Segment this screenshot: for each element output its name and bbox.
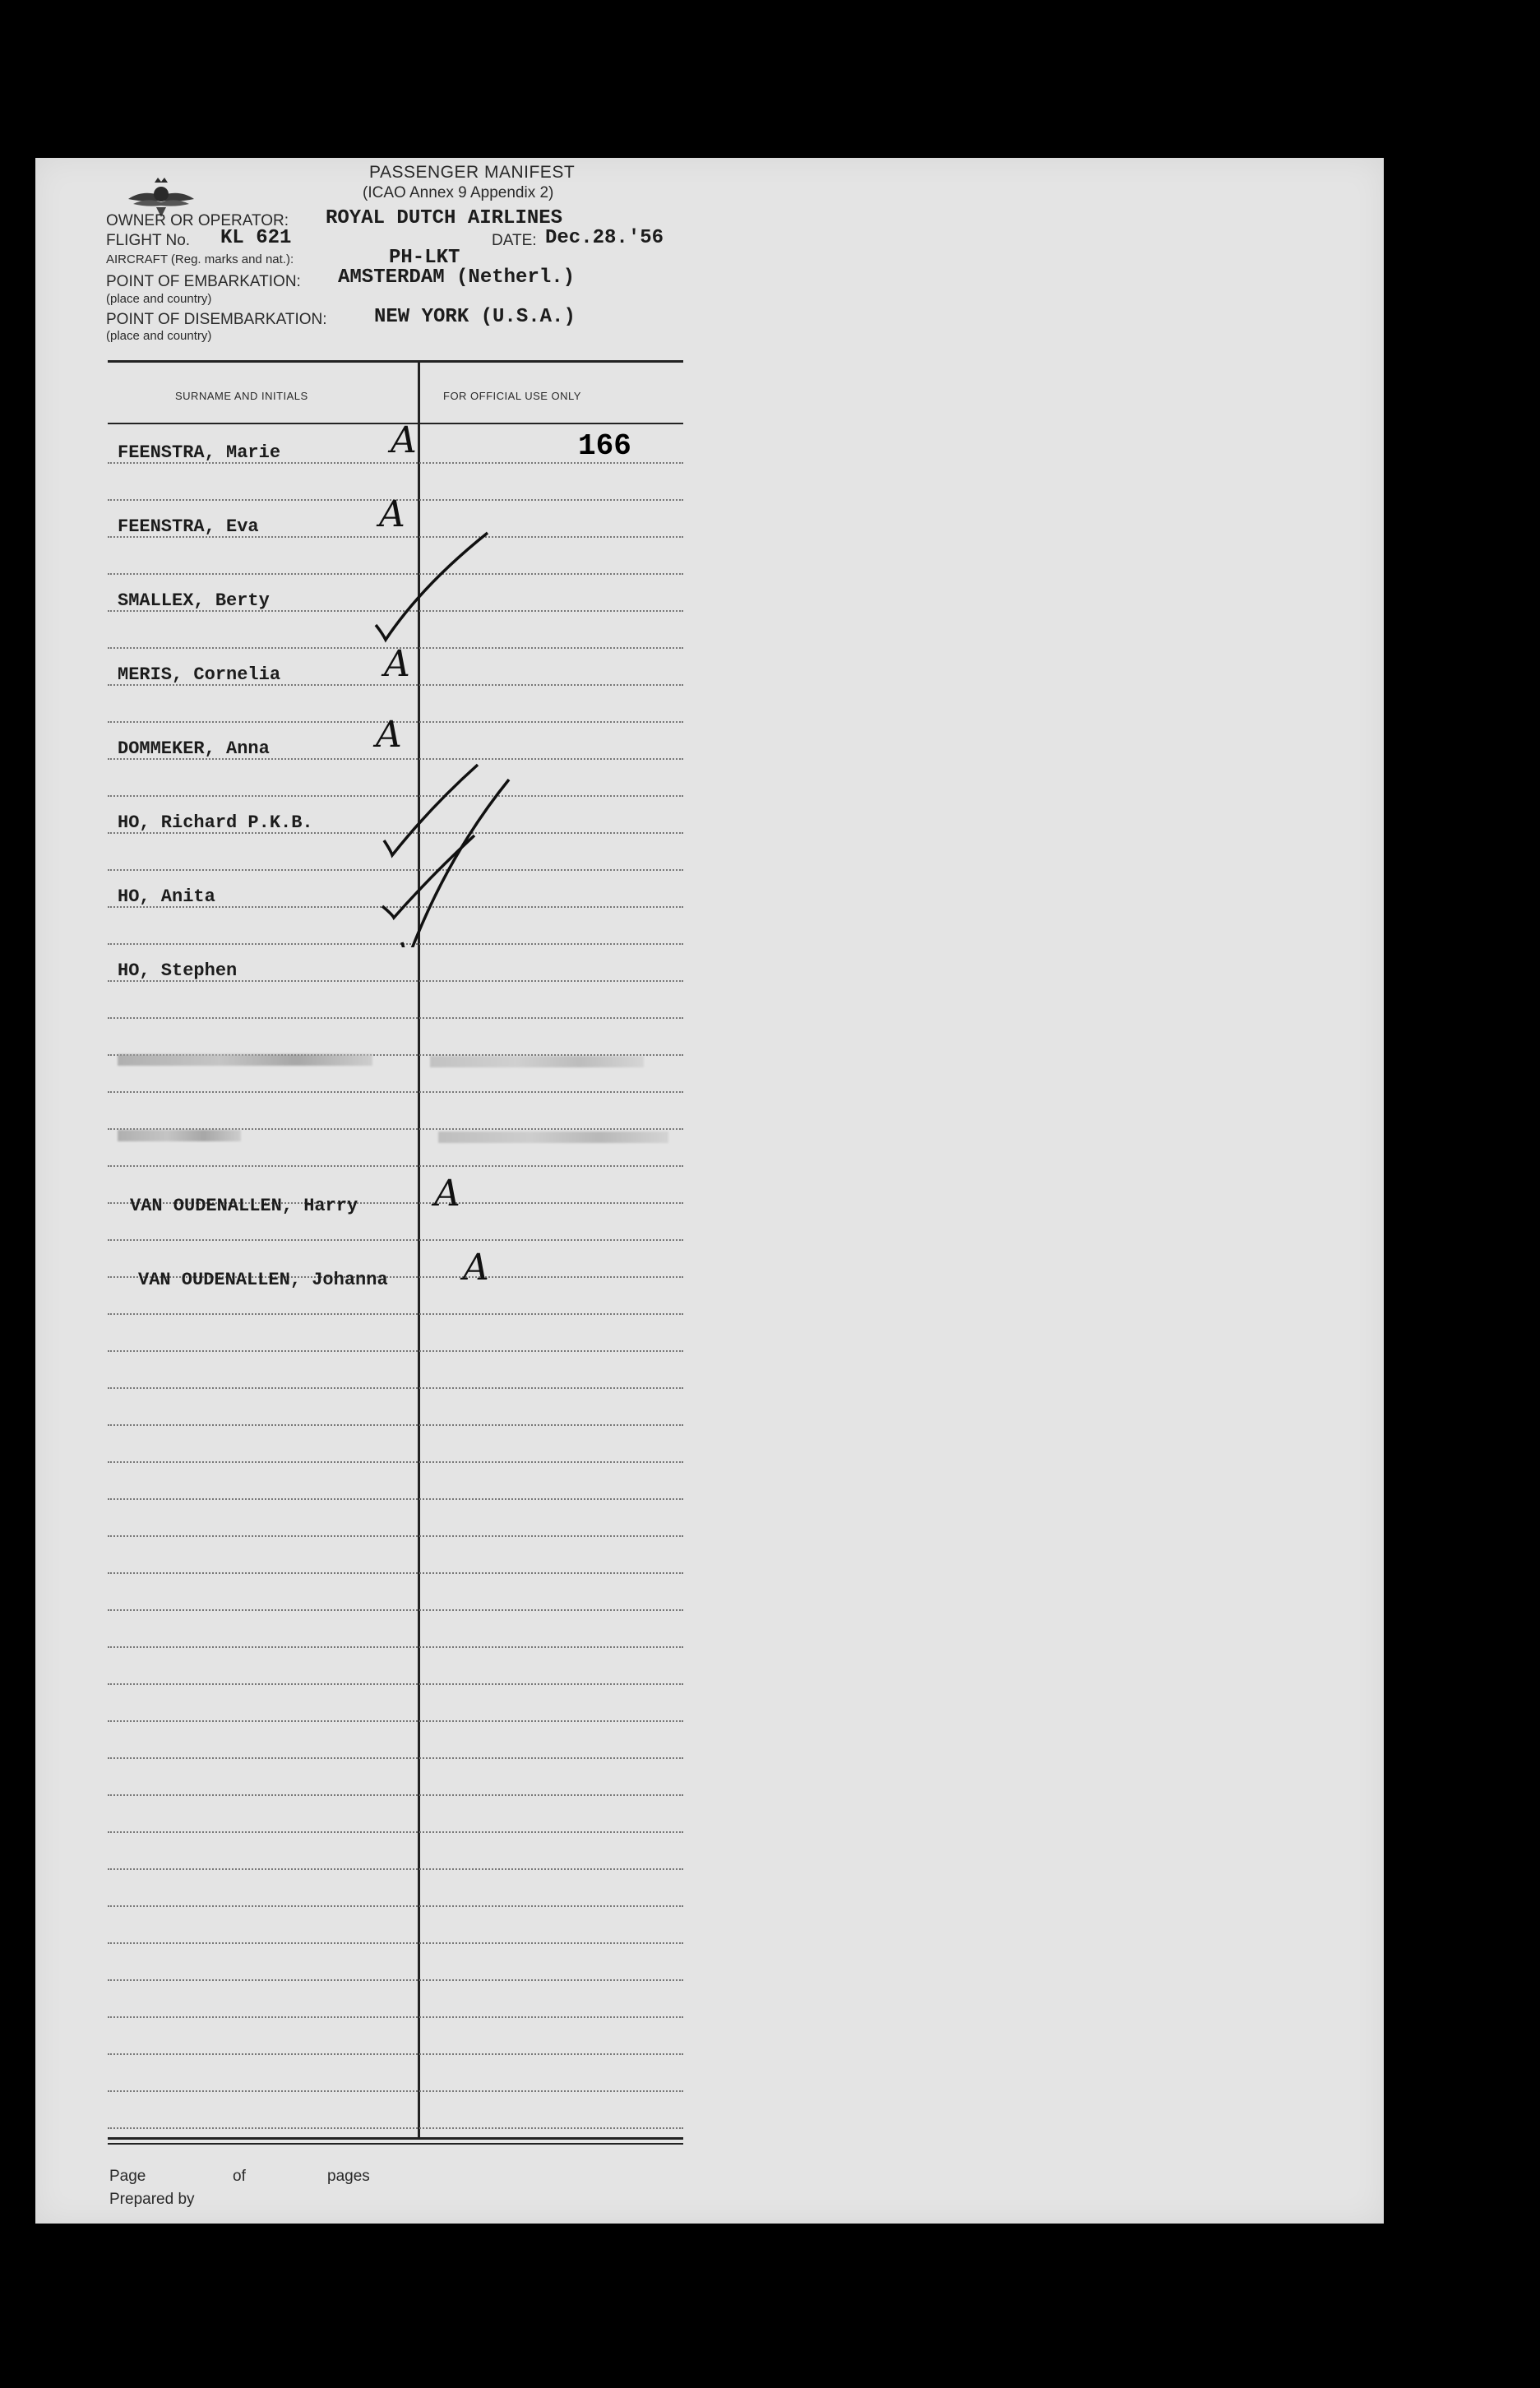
row-dotted-line [108,1017,683,1019]
row-dotted-line [108,1091,683,1093]
row-dotted-line [108,2090,683,2092]
status-mark: A [434,1173,460,1215]
row-dotted-line [108,1313,683,1315]
row-dotted-line [108,2053,683,2055]
flight-value: KL 621 [220,227,292,249]
disembarkation-sub: (place and country) [106,329,212,343]
disembarkation-value: NEW YORK (U.S.A.) [374,306,576,328]
row-dotted-line [108,1720,683,1722]
redacted-official [438,1132,668,1143]
passenger-name: HO, Stephen [118,960,238,981]
table-bottom-rule [108,2137,683,2140]
row-dotted-line [108,2127,683,2129]
row-dotted-line [108,1942,683,1944]
row-dotted-line [108,2016,683,2018]
embarkation-sub: (place and country) [106,292,212,306]
date-label: DATE: [492,232,537,249]
row-dotted-line [108,1165,683,1167]
row-dotted-line [108,1868,683,1870]
status-mark: A [463,1247,489,1289]
passenger-name: HO, Anita [118,886,215,907]
row-dotted-line [108,1646,683,1648]
date-value: Dec.28.'56 [545,227,664,249]
passenger-name: FEENSTRA, Eva [118,516,259,537]
row-dotted-line [108,1572,683,1574]
passenger-name: FEENSTRA, Marie [118,442,281,463]
page-label: Page [109,2168,146,2185]
row-dotted-line [108,1461,683,1463]
passenger-name: VAN OUDENALLEN, Johanna [138,1270,388,1290]
status-mark: A [376,714,402,756]
redacted-name [118,1130,241,1141]
embarkation-value: AMSTERDAM (Netherl.) [338,266,576,289]
table-bottom-rule-2 [108,2143,683,2145]
row-dotted-line [108,1757,683,1759]
manifest-subtitle: (ICAO Annex 9 Appendix 2) [363,184,554,201]
passenger-name: SMALLEX, Berty [118,590,270,611]
table-top-rule [108,360,683,363]
row-dotted-line [108,1424,683,1426]
manifest-title: PASSENGER MANIFEST [369,163,576,182]
disembarkation-label: POINT OF DISEMBARKATION: [106,311,327,328]
row-dotted-line [108,1239,683,1241]
row-dotted-line [108,1794,683,1796]
owner-value: ROYAL DUTCH AIRLINES [326,207,563,229]
pages-label: pages [327,2168,370,2185]
manifest-sheet [35,158,1384,2224]
row-dotted-line [108,1683,683,1685]
row-dotted-line [108,1979,683,1981]
row-dotted-line [108,1350,683,1352]
row-dotted-line [108,1609,683,1611]
check-mark-icon [376,533,488,640]
redacted-name [118,1054,372,1066]
column-header-official: FOR OFFICIAL USE ONLY [443,390,581,402]
passenger-name: HO, Richard P.K.B. [118,812,313,833]
check-mark-icon [402,780,509,947]
row-dotted-line [108,1535,683,1537]
aircraft-label: AIRCRAFT (Reg. marks and nat.): [106,252,294,266]
prepared-by-label: Prepared by [109,2191,195,2208]
status-mark: A [384,643,410,685]
passenger-name: DOMMEKER, Anna [118,738,270,759]
owner-label: OWNER OR OPERATOR: [106,212,289,229]
flight-label: FLIGHT No. [106,232,191,249]
aircraft-value: PH-LKT [389,247,460,269]
column-header-names: SURNAME AND INITIALS [175,390,308,402]
passenger-name: MERIS, Cornelia [118,664,281,685]
check-marks [364,503,545,947]
of-label: of [233,2168,246,2185]
row-dotted-line [108,1498,683,1500]
status-mark: A [391,419,417,461]
row-dotted-line [108,1831,683,1833]
manifest-number: 166 [578,429,631,463]
redacted-official [430,1056,644,1067]
passenger-name: VAN OUDENALLEN, Harry [130,1196,358,1216]
row-dotted-line [108,1905,683,1907]
embarkation-label: POINT OF EMBARKATION: [106,273,301,290]
row-dotted-line [108,1387,683,1389]
status-mark: A [379,493,405,535]
